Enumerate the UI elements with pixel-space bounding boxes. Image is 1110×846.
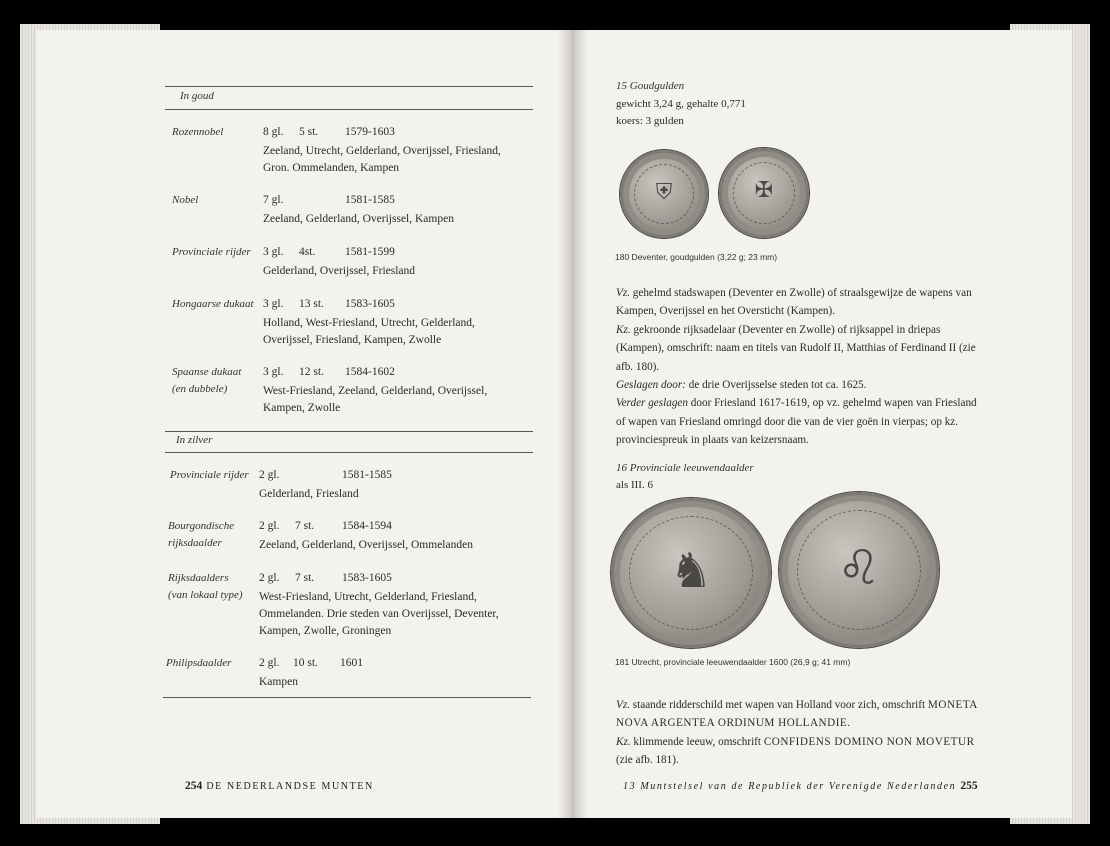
value-gulden: 8 gl. [263, 126, 284, 138]
value-stuiver: 5 st. [299, 126, 319, 138]
rule [163, 697, 531, 698]
reverse-label: Kz. [616, 323, 631, 336]
obverse-legend: MONETA NOVA ARGENTEA ORDINUM HOLLANDIE [616, 699, 978, 730]
running-title: Muntstelsel van de Republiek der Verenigde Nederlanden [640, 781, 957, 792]
years: 1601 [340, 657, 363, 669]
obverse-label: Vz. [616, 699, 630, 711]
years: 1583-1605 [342, 572, 392, 584]
coin-name: Provinciale rijder [172, 246, 251, 258]
years: 1579-1603 [345, 126, 395, 138]
coin-name: Bourgondische [168, 520, 235, 532]
coin-name: Spaanse dukaat [172, 366, 242, 378]
page-footer-right [623, 780, 978, 792]
obverse-text: gehelmd stadswapen (Deventer en Zwolle) of straalsgewijze de wapens van Kampen, Overijssel en het Oversticht (Kampen). [616, 287, 972, 318]
coin-name: Rijksdaalders [168, 572, 229, 584]
value-gulden: 2 gl. [259, 657, 280, 669]
years: 1581-1585 [345, 194, 395, 206]
value-gulden: 3 gl. [263, 298, 284, 310]
rule [165, 452, 533, 453]
reverse-text: gekroonde rijksadelaar (Deventer en Zwolle) of rijksappel in driepas (Kampen), omschrift: naam en titels van Rudolf II, Matthias of Ferdinand II (zie afb. 180). [616, 323, 976, 373]
mint-areas: Gron. Ommelanden, Kampen [263, 162, 400, 174]
running-title: DE NEDERLANDSE MUNTEN [206, 781, 374, 792]
mint-areas: Gelderland, Friesland [259, 488, 359, 500]
entry-description [616, 284, 988, 450]
value-stuiver: 7 st. [295, 572, 315, 584]
reverse-text: klimmende leeuw, omschrift [630, 735, 764, 748]
rule [165, 431, 533, 432]
minted-by-text: de drie Overijsselse steden tot ca. 1625. [685, 379, 867, 392]
value-gulden: 3 gl. [263, 366, 284, 378]
value-gulden: 2 gl. [259, 572, 280, 584]
punctuation: . [847, 717, 851, 730]
entry-spec: als III. 6 [616, 479, 653, 491]
entry-spec: gewicht 3,24 g, gehalte 0,771 [616, 98, 746, 110]
coin-name: Provinciale rijder [170, 469, 249, 481]
lion-daalder-reverse-image: ♌ [779, 492, 939, 648]
value-gulden: 7 gl. [263, 194, 284, 206]
years: 1584-1594 [342, 520, 392, 532]
figure-caption: 180 Deventer, goudgulden (3,22 g; 23 mm) [615, 252, 778, 262]
page-number: 254 [185, 780, 203, 792]
value-gulden: 3 gl. [263, 246, 284, 258]
chapter-number: 13 [623, 781, 637, 792]
reverse-label: Kz. [616, 735, 631, 748]
figure-caption: 181 Utrecht, provinciale leeuwendaalder 1600 (26,9 g; 41 mm) [615, 657, 851, 667]
mint-areas: Kampen, Zwolle, Groningen [259, 625, 392, 637]
value-stuiver: 13 st. [299, 298, 324, 310]
coin-name: Philipsdaalder [166, 657, 232, 669]
value-stuiver: 4st. [299, 246, 316, 258]
coin-name-note: (van lokaal type) [168, 589, 243, 601]
mint-areas: Ommelanden. Drie steden van Overijssel, Deventer, [259, 608, 499, 620]
value-gulden: 2 gl. [259, 469, 280, 481]
mint-areas: Kampen, Zwolle [263, 402, 341, 414]
value-stuiver: 7 st. [295, 520, 315, 532]
page-footer-left [185, 780, 374, 792]
mint-areas: Holland, West-Friesland, Utrecht, Gelderland, [263, 317, 475, 329]
entry-title: 16 Provinciale leeuwendaalder [616, 462, 754, 474]
page-number: 255 [960, 780, 978, 792]
mint-areas: West-Friesland, Utrecht, Gelderland, Friesland, [259, 591, 477, 603]
further-minted-label: Verder geslagen [616, 397, 688, 410]
value-gulden: 2 gl. [259, 520, 280, 532]
years: 1584-1602 [345, 366, 395, 378]
rule [165, 109, 533, 110]
coin-name: Nobel [172, 194, 199, 206]
years: 1581-1599 [345, 246, 395, 258]
mint-areas: Zeeland, Gelderland, Overijssel, Ommelanden [259, 539, 473, 551]
mint-areas: Overijssel, Friesland, Kampen, Zwolle [263, 334, 442, 346]
coin-name-note: (en dubbele) [172, 383, 228, 395]
mint-areas: Zeeland, Utrecht, Gelderland, Overijssel, Friesland, [263, 145, 501, 157]
reverse-end: (zie afb. 181). [616, 754, 679, 767]
entry-rate: koers: 3 gulden [616, 115, 684, 127]
value-stuiver: 10 st. [293, 657, 318, 669]
coin-name-note: rijksdaalder [168, 537, 222, 549]
further-minted-text: door Friesland 1617-1619, op vz. gehelmd wapen van Friesland of wapen van Friesland omringd door die van de vier goën in vierpas; op kz. provinciespreuk in plaats van keizersnaam. [616, 397, 977, 447]
obverse-label: Vz. [616, 287, 630, 299]
years: 1583-1605 [345, 298, 395, 310]
value-stuiver: 12 st. [299, 366, 324, 378]
mint-areas: Zeeland, Gelderland, Overijssel, Kampen [263, 213, 454, 225]
mint-areas: West-Friesland, Zeeland, Gelderland, Overijssel, [263, 385, 488, 397]
coin-reverse-image: ✠ [719, 148, 809, 238]
reverse-legend: CONFIDENS DOMINO NON MOVETUR [763, 735, 975, 748]
coin-obverse-image: ⛨ [620, 150, 708, 238]
entry-description [616, 696, 984, 770]
coin-name: Hongaarse dukaat [172, 298, 254, 310]
book-gutter [558, 30, 588, 818]
years: 1581-1585 [342, 469, 392, 481]
minted-by-label: Geslagen door: [616, 379, 686, 392]
mint-areas: Kampen [259, 676, 298, 688]
section-heading-gold: In goud [180, 90, 214, 102]
coin-name: Rozennobel [172, 126, 224, 138]
mint-areas: Gelderland, Overijssel, Friesland [263, 265, 416, 277]
entry-title: 15 Goudgulden [616, 80, 685, 92]
section-heading-silver: In zilver [176, 434, 213, 446]
lion-daalder-obverse-image: ♞ [611, 498, 771, 648]
rule [165, 86, 533, 87]
obverse-text: staande ridderschild met wapen van Holland voor zich, omschrift [629, 699, 928, 711]
